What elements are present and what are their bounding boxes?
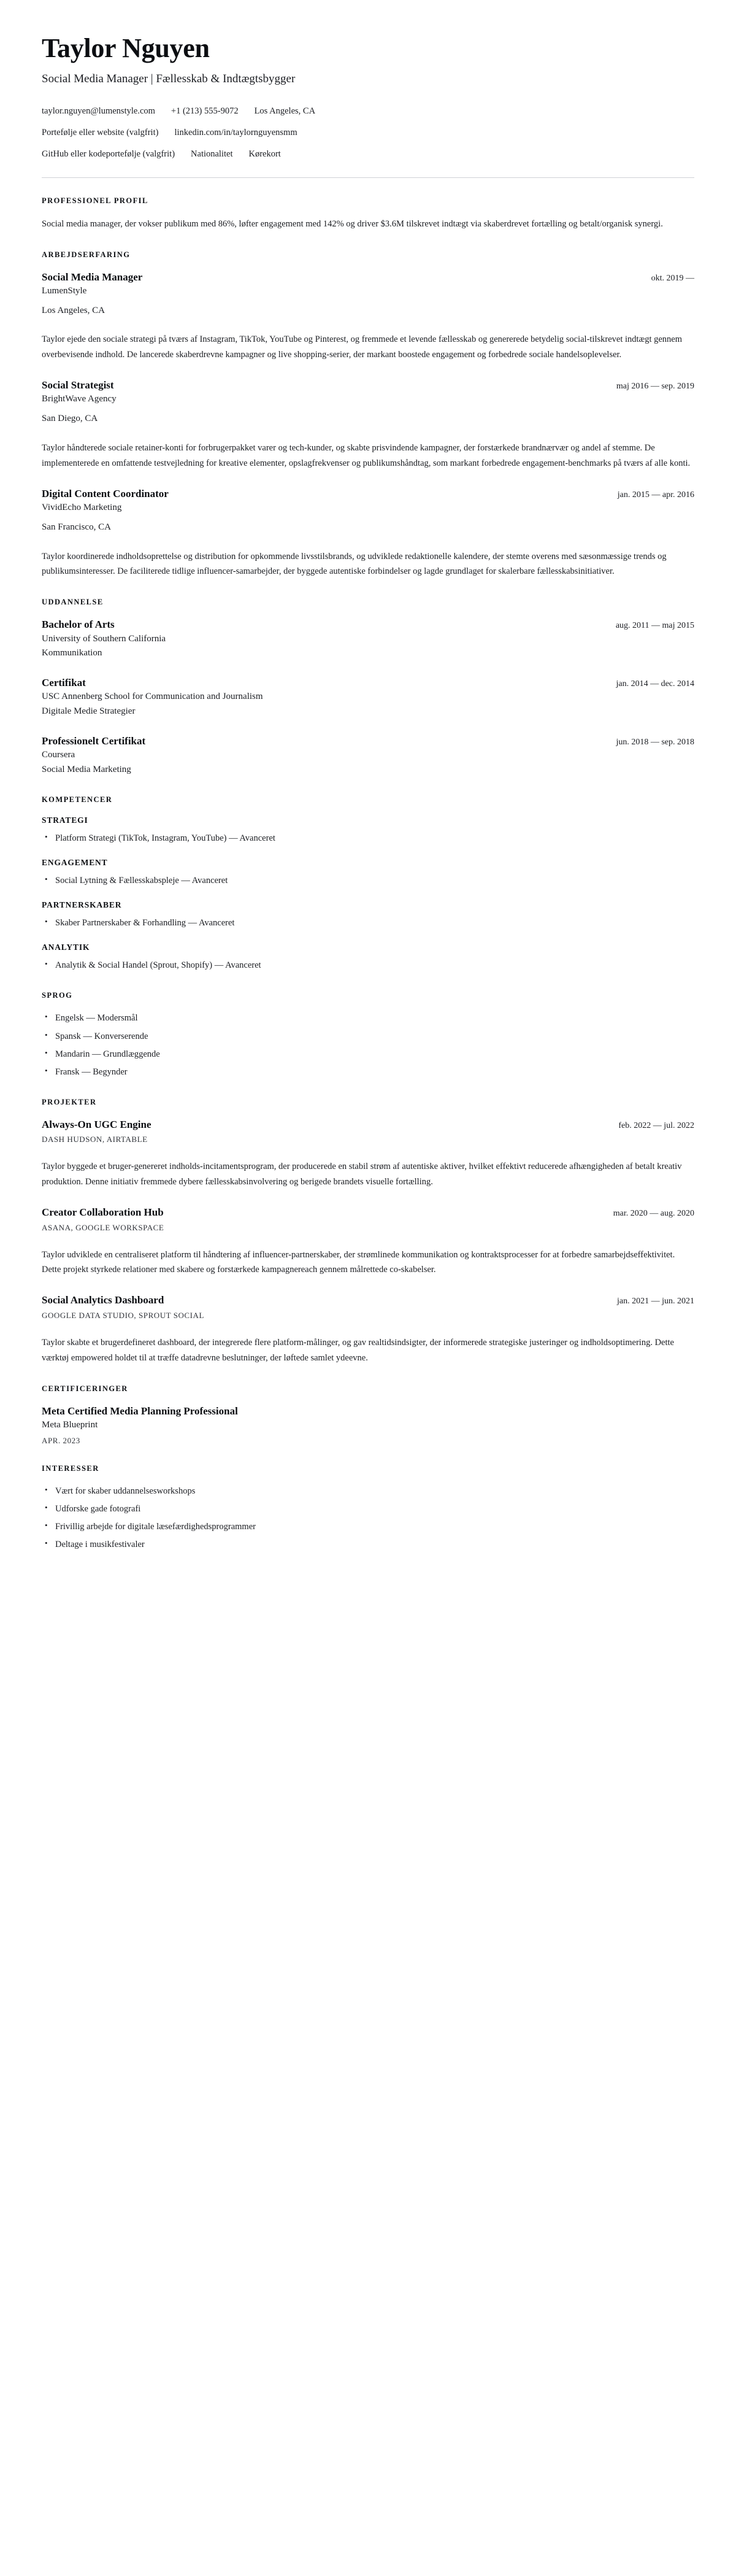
project-name: Creator Collaboration Hub — [42, 1206, 164, 1219]
project-tools: DASH HUDSON, AIRTABLE — [42, 1135, 148, 1144]
education-entry-head — [42, 676, 694, 689]
education-entry — [42, 676, 694, 719]
experience-entry — [42, 271, 694, 363]
resume-header — [42, 34, 694, 161]
section-education — [42, 598, 694, 776]
project-description: Taylor byggede et bruger-genereret indholds-incitamentsprogram, der producerede en stabil strøm af autentiske aktiver, hvilket effektivt reducerede afhængigheden af betalt kreativ produktion. Denne initiativ fremmede dybere fællesskabsinvolvering og berigede brandets visuelle fortælling. — [42, 1162, 682, 1187]
project-entry — [42, 1294, 694, 1365]
education-degree: Bachelor of Arts — [42, 619, 115, 631]
section-title-projects: PROJEKTER — [42, 1098, 97, 1107]
experience-entry — [42, 487, 694, 580]
certification-entry — [42, 1405, 694, 1446]
education-date: jan. 2014 — dec. 2014 — [616, 679, 694, 689]
project-name: Social Analytics Dashboard — [42, 1294, 164, 1306]
contact-driving-license: Kørekort — [248, 148, 281, 159]
experience-location: Los Angeles, CA — [42, 305, 105, 315]
section-title-certifications: CERTIFICERINGER — [42, 1384, 128, 1393]
experience-entry-head — [42, 487, 694, 500]
skill-item: • Skaber Partnerskaber & Forhandling — Avanceret — [42, 916, 694, 930]
education-field: Social Media Marketing — [42, 764, 131, 774]
project-entry-head — [42, 1294, 694, 1306]
education-entry — [42, 735, 694, 777]
language-item: • Mandarin — Grundlæggende — [42, 1047, 694, 1062]
skill-group — [42, 858, 694, 888]
skill-group — [42, 900, 694, 930]
skill-group — [42, 816, 694, 846]
skill-group-name: PARTNERSKABER — [42, 900, 122, 909]
skill-item: • Social Lytning & Fællesskabspleje — Avanceret — [42, 874, 694, 888]
skill-group — [42, 943, 694, 973]
experience-description: Taylor ejede den sociale strategi på tværs af Instagram, TikTok, YouTube og Pinterest, og fremmede et levende fællesskab og genererede betydelig social-tilskrevet indtægt gennem overbevisende indhold. De lancerede skaberdrevne kampagner og live shopping-serier, der markant boostede engagement og forbedrede sociale handelsoplevelser. — [42, 334, 683, 360]
section-projects — [42, 1098, 694, 1365]
experience-entry-head — [42, 271, 694, 283]
interest-item: • Frivillig arbejde for digitale læsefærdighedsprogrammer — [42, 1520, 694, 1534]
project-tools: ASANA, GOOGLE WORKSPACE — [42, 1222, 164, 1232]
contact-nationality: Nationalitet — [191, 148, 233, 159]
experience-date: maj 2016 — sep. 2019 — [616, 382, 694, 391]
education-date: jun. 2018 — sep. 2018 — [616, 737, 694, 747]
profile-summary-text: Social media manager, der vokser publikum med 86%, løfter engagement med 142% og driver $3.6M tilskrevet indtægt via skaberdrevet fortælling og betalt/organisk synergi. — [42, 218, 663, 229]
section-skills — [42, 795, 694, 973]
project-date: jan. 2021 — jun. 2021 — [617, 1297, 694, 1306]
experience-description: Taylor håndterede sociale retainer-konti for forbrugerpakket varer og tech-kunder, og skabte prisvindende kampagner, der forstærkede brandnærvær og andel af stemme. De implementerede en omfattende testvejledning for kreative elementer, opslagfrekvenser og publikumshåndtag, som markant forbedrede engagement-benchmarks på tværs af alle konti. — [42, 442, 691, 468]
project-entry-head — [42, 1118, 694, 1131]
experience-role: Social Media Manager — [42, 271, 143, 283]
contact-email[interactable]: taylor.nguyen@lumenstyle.com — [42, 106, 155, 117]
header-divider — [42, 177, 694, 178]
education-school: USC Annenberg School for Communication and Journalism — [42, 692, 263, 702]
language-list — [42, 1011, 694, 1079]
skill-item: • Analytik & Social Handel (Sprout, Shopify) — Avanceret — [42, 958, 694, 973]
project-description: Taylor skabte et brugerdefineret dashboard, der integrerede flere platform-målinger, og gav realtidsindsigter, der informerede strategiske justeringer og indholdsoptimering. Dette værktøj empowered holdet til at træffe datadrevne beslutninger, der løftede samlet ydeevne. — [42, 1337, 674, 1363]
section-languages — [42, 991, 694, 1079]
project-entry — [42, 1206, 694, 1278]
interest-item: • Vært for skaber uddannelsesworkshops — [42, 1484, 694, 1498]
project-entry-head — [42, 1206, 694, 1219]
section-title-interests: INTERESSER — [42, 1463, 99, 1473]
section-title-experience: ARBEJDSERFARING — [42, 250, 131, 259]
education-field: Digitale Medie Strategier — [42, 706, 136, 717]
education-entry-head — [42, 735, 694, 747]
language-item: • Fransk — Begynder — [42, 1065, 694, 1079]
project-entry — [42, 1118, 694, 1190]
experience-company: BrightWave Agency — [42, 394, 117, 404]
contact-portfolio[interactable]: Portefølje eller website (valgfrit) — [42, 128, 159, 138]
interest-item: • Deltage i musikfestivaler — [42, 1538, 694, 1552]
experience-company: VividEcho Marketing — [42, 503, 122, 512]
certification-issuer: Meta Blueprint — [42, 1419, 98, 1430]
project-name: Always-On UGC Engine — [42, 1119, 151, 1131]
skill-group-name: ENGAGEMENT — [42, 857, 108, 867]
skill-list — [42, 916, 694, 930]
skill-item: • Platform Strategi (TikTok, Instagram, YouTube) — Avanceret — [42, 831, 694, 846]
skill-list — [42, 831, 694, 846]
project-date: mar. 2020 — aug. 2020 — [613, 1209, 694, 1219]
section-profile — [42, 196, 694, 232]
contact-location: Los Angeles, CA — [254, 106, 316, 117]
section-title-profile: PROFESSIONEL PROFIL — [42, 196, 148, 205]
experience-date: okt. 2019 — — [651, 273, 694, 283]
section-title-languages: SPROG — [42, 991, 73, 1000]
contact-linkedin[interactable]: linkedin.com/in/taylornguyensmm — [174, 128, 297, 138]
interest-list — [42, 1484, 694, 1552]
section-title-skills: KOMPETENCER — [42, 795, 113, 804]
experience-date: jan. 2015 — apr. 2016 — [617, 490, 694, 499]
certification-name: Meta Certified Media Planning Professional — [42, 1405, 238, 1417]
education-school: University of Southern California — [42, 633, 166, 644]
skill-list — [42, 958, 694, 973]
candidate-headline: Social Media Manager | Fællesskab & Indtægtsbygger — [42, 72, 296, 85]
contact-phone[interactable]: +1 (213) 555-9072 — [171, 106, 239, 117]
experience-location: San Diego, CA — [42, 414, 98, 424]
experience-company: LumenStyle — [42, 285, 87, 296]
section-certifications — [42, 1384, 694, 1446]
experience-entry — [42, 379, 694, 471]
education-degree: Certifikat — [42, 677, 86, 689]
interest-item: • Udforske gade fotografi — [42, 1502, 694, 1516]
skill-group-name: STRATEGI — [42, 815, 88, 825]
contact-row-primary — [42, 105, 694, 118]
section-experience — [42, 250, 694, 580]
skill-group-name: ANALYTIK — [42, 943, 90, 952]
contact-row-extra — [42, 148, 694, 161]
section-title-education: UDDANNELSE — [42, 598, 104, 607]
education-date: aug. 2011 — maj 2015 — [615, 621, 694, 631]
education-field: Kommunikation — [42, 648, 102, 658]
section-interests — [42, 1464, 694, 1552]
project-description: Taylor udviklede en centraliseret platform til håndtering af influencer-partnerskaber, der strømlinede kommunikation og kontraktsprocesser for at forbedre samarbejdseffektivitet. Dette projekt styrkede relationer med skabere og forstærkede kampagnereach gennem målrettede co-skabelser. — [42, 1249, 675, 1275]
contact-row-links — [42, 126, 694, 140]
candidate-name: Taylor Nguyen — [42, 33, 210, 63]
education-school: Coursera — [42, 750, 75, 760]
experience-role: Digital Content Coordinator — [42, 487, 169, 499]
experience-description: Taylor koordinerede indholdsoprettelse og distribution for opkommende livsstilsbrands, og udviklede redaktionelle kalendere, der stemte overens med sæsonmæssige trends og publikumsinteresser. De faciliterede tidlige influencer-samarbejder, der byggede autentiske forbindelser og lagde grundlaget for skalerbare fællesskabsinitiativer. — [42, 551, 667, 577]
contact-github[interactable]: GitHub eller kodeportefølje (valgfrit) — [42, 148, 175, 159]
education-degree: Professionelt Certifikat — [42, 735, 146, 747]
experience-location: San Francisco, CA — [42, 522, 111, 532]
experience-role: Social Strategist — [42, 379, 114, 391]
language-item: • Spansk — Konverserende — [42, 1030, 694, 1044]
education-entry-head — [42, 618, 694, 631]
language-item: • Engelsk — Modersmål — [42, 1011, 694, 1025]
certification-date: APR. 2023 — [42, 1435, 80, 1445]
education-entry — [42, 618, 694, 660]
experience-entry-head — [42, 379, 694, 391]
project-tools: GOOGLE DATA STUDIO, SPROUT SOCIAL — [42, 1310, 204, 1320]
skill-list — [42, 874, 694, 888]
project-date: feb. 2022 — jul. 2022 — [618, 1121, 694, 1131]
